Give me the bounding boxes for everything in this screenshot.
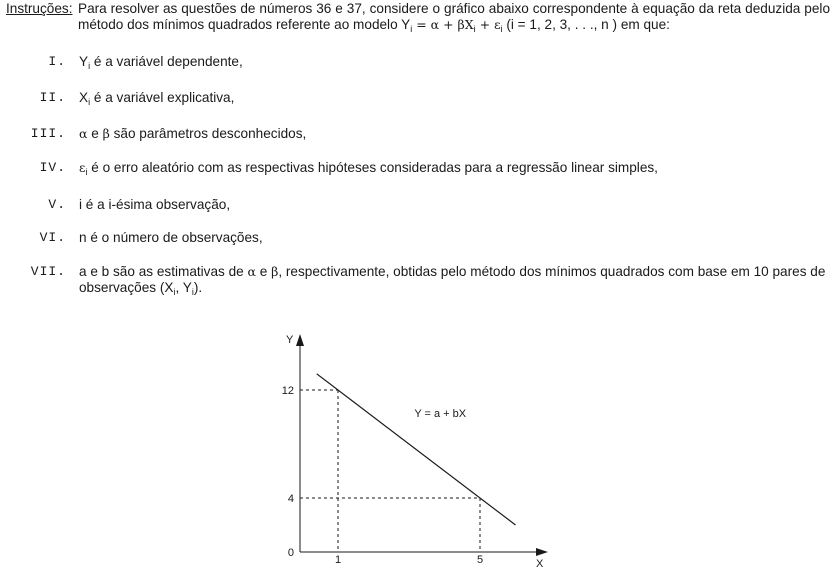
item-numeral: VI. bbox=[39, 230, 66, 245]
item-numeral: VII. bbox=[30, 264, 66, 279]
item-text: n é o número de observações, bbox=[79, 230, 263, 245]
instructions-label: Instruções: bbox=[6, 1, 73, 16]
item-text: $X_i$ é a variável explicativa, bbox=[79, 90, 235, 107]
x-axis-arrow bbox=[536, 548, 548, 556]
item-text: a e b são as estimativas de α e β, respectivamente, obtidas pelo método dos mínimos quadrados com base em 10 pares de observações ($X_i$, $Y_i$). bbox=[79, 264, 826, 297]
x-tick-label: 1 bbox=[335, 554, 342, 566]
y-tick-label: 12 bbox=[281, 385, 294, 397]
instructions-text: Para resolver as questões de números 36 e 37, considere o gráfico abaixo correspondente à equação da reta deduzida pelo método dos mínimos quadrados referente ao modelo $Y_i = \alpha + \beta X_i + \varepsilon_i$ (i = 1, 2, 3, . . ., n ) em que: bbox=[78, 1, 830, 34]
item-numeral: III. bbox=[30, 126, 66, 141]
item-numeral: I. bbox=[48, 54, 66, 69]
x-axis-label: X bbox=[536, 558, 544, 570]
y-tick-label: 0 bbox=[287, 547, 294, 559]
y-axis-arrow bbox=[296, 334, 304, 346]
item-numeral: IV. bbox=[39, 160, 66, 175]
item-text: i é a i-ésima observação, bbox=[79, 197, 231, 212]
item-text: α e β são parâmetros desconhecidos, bbox=[79, 126, 307, 141]
y-tick-label: 4 bbox=[287, 493, 294, 505]
item-text: $Y_i$ é a variável dependente, bbox=[79, 54, 243, 71]
y-axis-label: Y bbox=[286, 334, 294, 346]
regression-line bbox=[317, 374, 516, 525]
item-numeral: II. bbox=[39, 90, 66, 105]
item-text: $\varepsilon_i$ é o erro aleatório com as respectivas hipóteses consideradas para a regressão linear simples, bbox=[79, 160, 658, 177]
item-numeral: V. bbox=[48, 197, 66, 212]
regression-line-label: Y = a + bX bbox=[414, 408, 467, 420]
x-tick-label: 5 bbox=[477, 554, 484, 566]
